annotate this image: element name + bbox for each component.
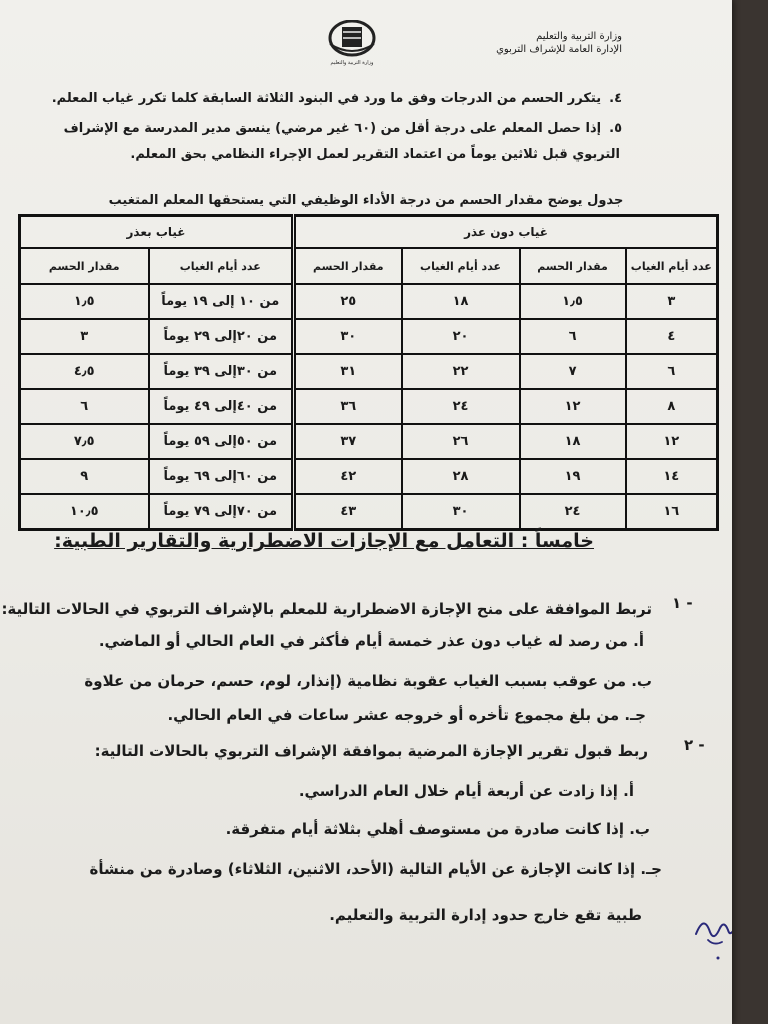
table-row — [20, 284, 718, 319]
item-2-sub-c: جـ. إذا كانت الإجازة عن الأيام التالية (الأحد، الاثنين، الثلاثاء) وصادرة من منشأة — [89, 860, 662, 878]
table-row — [20, 354, 718, 389]
table-cell: ١٨ — [520, 424, 626, 459]
table-cell: ١٫٥ — [520, 284, 626, 319]
table-cell: ٢٥ — [294, 284, 402, 319]
item-number: ١ - — [672, 594, 693, 612]
table-cell: من ١٠ إلى ١٩ يوماً — [149, 284, 294, 319]
group-header-excused: غياب بعذر — [20, 216, 294, 249]
item-2-sub-b: ب. إذا كانت صادرة من مستوصف أهلي بثلاثة أيام متفرقة. — [225, 820, 650, 838]
table-cell: ٣٦ — [294, 389, 402, 424]
organization-header — [496, 30, 622, 56]
table-cell: من ٧٠إلى ٧٩ يوماً — [149, 494, 294, 530]
table-caption: جدول يوضح مقدار الحسم من درجة الأداء الوظيفي التي يستحقها المعلم المتغيب — [108, 193, 624, 208]
table-cell: ٩ — [20, 459, 149, 494]
table-cell: ٢٢ — [402, 354, 520, 389]
table-cell: ٦ — [626, 354, 718, 389]
table-cell: ١٤ — [626, 459, 718, 494]
table-cell: ٢٠ — [402, 319, 520, 354]
table-cell: ٣ — [20, 319, 149, 354]
table-cell: من ٣٠إلى ٣٩ يوماً — [149, 354, 294, 389]
table-row — [20, 424, 718, 459]
table-cell: ١٦ — [626, 494, 718, 530]
table-cell: ١٢ — [520, 389, 626, 424]
column-header: عدد أيام الغياب — [149, 248, 294, 284]
table-cell: ٢٨ — [402, 459, 520, 494]
table-cell: ٣٠ — [402, 494, 520, 530]
item-1-text: تربط الموافقة على منح الإجازة الاضطرارية للمعلم بالإشراف التربوي في الحالات التالية: — [1, 600, 652, 618]
section-heading: خامساً : التعامل مع الإجازات الاضطرارية والتقارير الطبية: — [54, 530, 594, 552]
deduction-table — [18, 214, 719, 531]
ministry-logo — [322, 20, 382, 66]
item-2-sub-a: أ. إذا زادت عن أربعة أيام خلال العام الدراسي. — [298, 782, 634, 800]
handwritten-signature — [690, 906, 732, 966]
table-cell: ٢٤ — [520, 494, 626, 530]
table-row — [20, 459, 718, 494]
column-header: مقدار الحسم — [294, 248, 402, 284]
paragraph-5 — [64, 120, 622, 138]
table-cell: ٦ — [20, 389, 149, 424]
table-cell: ١٠٫٥ — [20, 494, 149, 530]
column-header: مقدار الحسم — [20, 248, 149, 284]
paragraph-text: يتكرر الحسم من الدرجات وفق ما ورد في البنود الثلاثة السابقة كلما تكرر غياب المعلم. — [51, 91, 602, 106]
paragraph-number: ٤. — [609, 91, 622, 106]
paragraph-number: ٥. — [609, 121, 622, 136]
table-row — [20, 319, 718, 354]
paragraph-4 — [52, 90, 622, 108]
table-cell: ٤٢ — [294, 459, 402, 494]
column-header: عدد أيام الغياب — [402, 248, 520, 284]
table-cell: ١٨ — [402, 284, 520, 319]
table-cell: ٣٠ — [294, 319, 402, 354]
item-2-sub-c-continued: طبية تقع خارج حدود إدارة التربية والتعليم. — [329, 906, 642, 924]
table-cell: من ٥٠إلى ٥٩ يوماً — [149, 424, 294, 459]
group-header-unexcused: غياب دون عذر — [294, 216, 718, 249]
paragraph-text: التربوي قبل ثلاثين يوماً من اعتماد التقرير لعمل الإجراء النظامي بحق المعلم. — [130, 147, 620, 162]
table-cell: ٤٣ — [294, 494, 402, 530]
item-2-text: ربط قبول تقرير الإجازة المرضية بموافقة الإشراف التربوي بالحالات التالية: — [94, 742, 648, 760]
table-cell: من ٦٠إلى ٦٩ يوماً — [149, 459, 294, 494]
table-cell: ١٩ — [520, 459, 626, 494]
table-cell: ٨ — [626, 389, 718, 424]
logo-caption: وزارة التربية والتعليم — [330, 60, 374, 66]
table-cell: ٤٫٥ — [20, 354, 149, 389]
table-cell: ٤ — [626, 319, 718, 354]
table-row — [20, 389, 718, 424]
table-cell: ٧٫٥ — [20, 424, 149, 459]
paragraph-text: إذا حصل المعلم على درجة أقل من (٦٠ غير مرضي) ينسق مدير المدرسة مع الإشراف — [63, 121, 602, 136]
table-cell: ٢٦ — [402, 424, 520, 459]
paragraph-5-continued — [130, 146, 620, 164]
table-cell: ٢٤ — [402, 389, 520, 424]
table-cell: ١٫٥ — [20, 284, 149, 319]
column-header: عدد أيام الغياب — [626, 248, 718, 284]
table-cell: ٣ — [626, 284, 718, 319]
table-cell: ٣١ — [294, 354, 402, 389]
ministry-name: وزارة التربية والتعليم — [536, 31, 622, 42]
item-number: ٢ - — [684, 736, 705, 754]
table-cell: ٣٧ — [294, 424, 402, 459]
column-header: مقدار الحسم — [520, 248, 626, 284]
table-cell: من ٢٠إلى ٢٩ يوماً — [149, 319, 294, 354]
table-cell: ٧ — [520, 354, 626, 389]
table-cell: ٦ — [520, 319, 626, 354]
item-1-sub-c: جـ. من بلغ مجموع تأخره أو خروجه عشر ساعات في العام الحالي. — [167, 706, 646, 724]
department-name: الإدارة العامة للإشراف التربوي — [496, 44, 622, 55]
table-cell: من ٤٠إلى ٤٩ يوماً — [149, 389, 294, 424]
item-1-sub-a: أ. من رصد له غياب دون عذر خمسة أيام فأكثر في العام الحالي أو الماضي. — [98, 632, 644, 650]
table-row — [20, 494, 718, 530]
item-1-sub-b: ب. من عوقب بسبب الغياب عقوبة نظامية (إنذار، لوم، حسم، حرمان من علاوة — [84, 672, 652, 690]
table-cell: ١٢ — [626, 424, 718, 459]
